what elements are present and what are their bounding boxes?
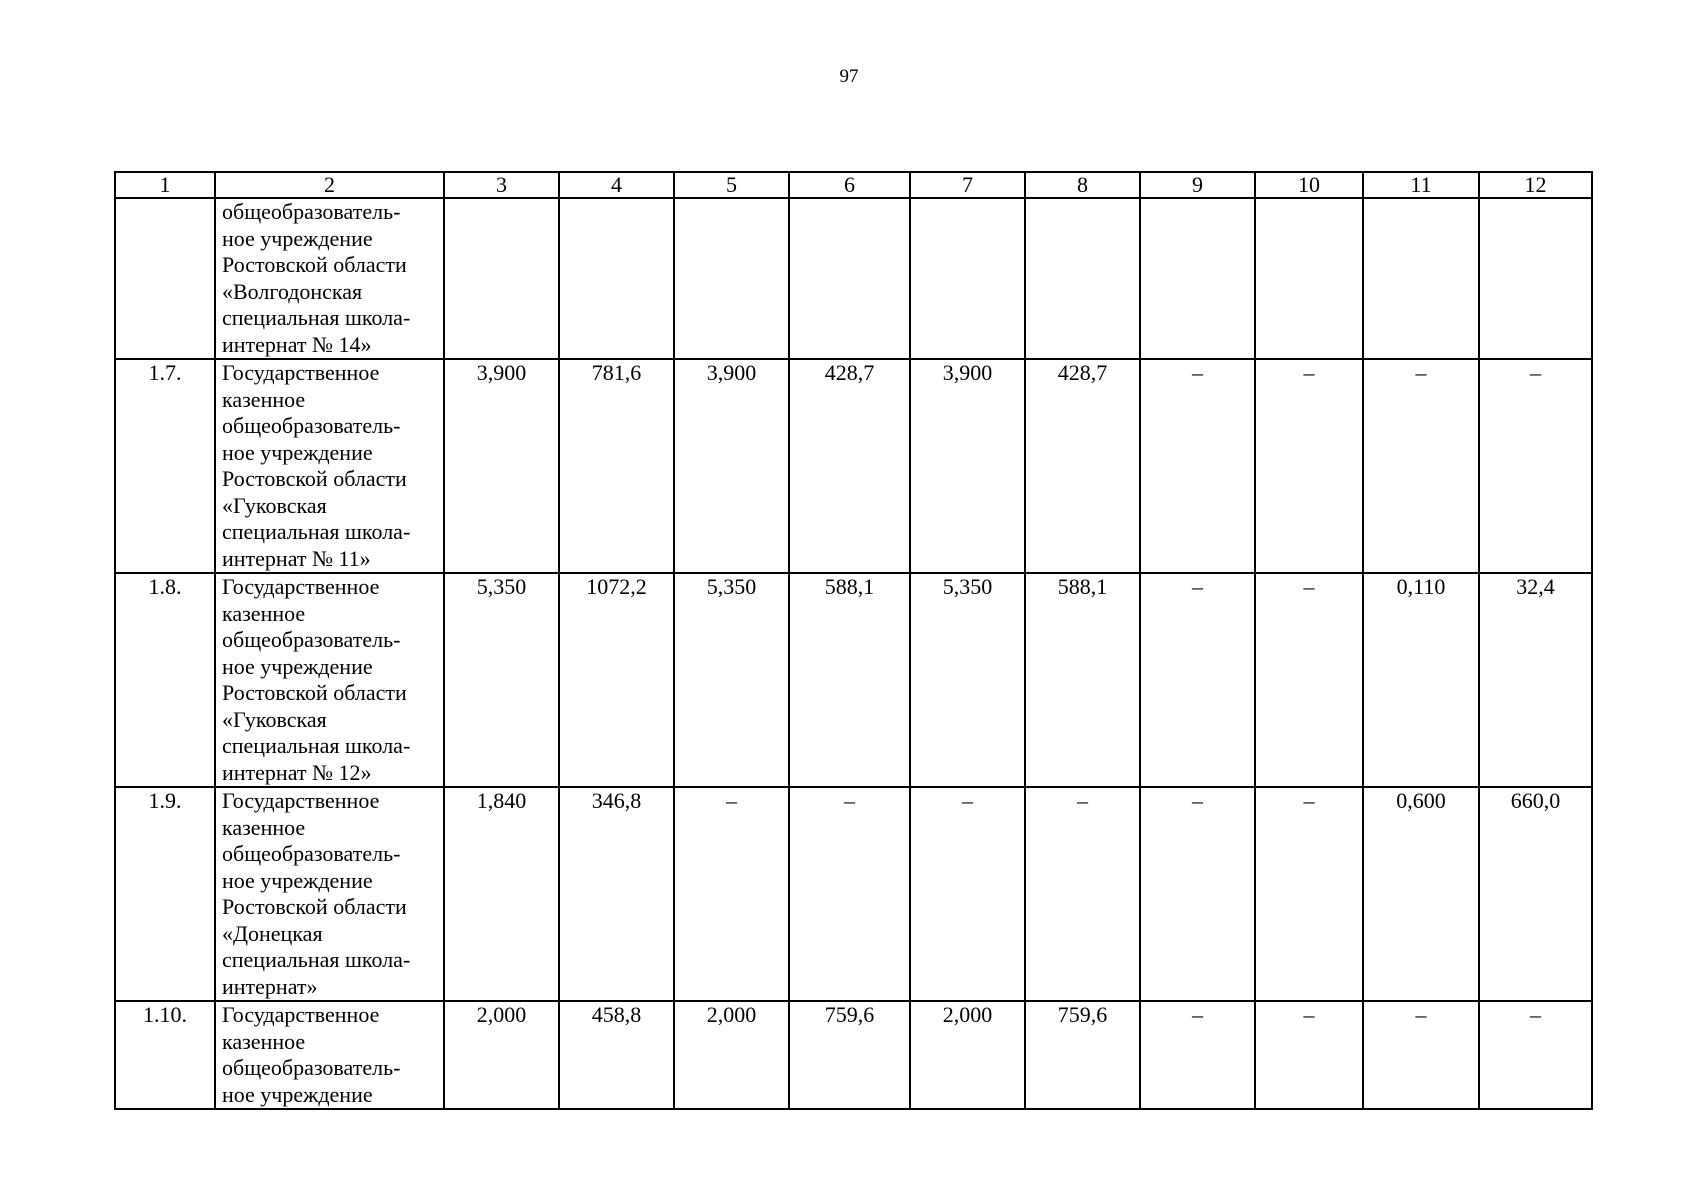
table-body <box>115 198 1592 1109</box>
value-cell-col-3: 5,350 <box>444 573 559 787</box>
value-cell-col-11: – <box>1363 1001 1479 1109</box>
value-cell-col-9: – <box>1140 573 1255 787</box>
value-cell-col-8: 588,1 <box>1025 573 1140 787</box>
column-header-7: 7 <box>910 172 1025 198</box>
value-cell-col-12: 660,0 <box>1479 787 1592 1001</box>
value-cell-col-5: 3,900 <box>674 359 789 573</box>
value-cell-col-11: – <box>1363 359 1479 573</box>
value-cell-col-7: 2,000 <box>910 1001 1025 1109</box>
value-cell-col-11: 0,110 <box>1363 573 1479 787</box>
value-cell-col-8: 759,6 <box>1025 1001 1140 1109</box>
institution-name: Государственное казенное общеобразователь- ное учреждение Ростовской области «Гуковская специальная школа- интернат № 11» <box>215 359 444 573</box>
column-header-10: 10 <box>1255 172 1363 198</box>
value-cell-col-3: 3,900 <box>444 359 559 573</box>
column-header-6: 6 <box>789 172 910 198</box>
value-cell-col-10: – <box>1255 787 1363 1001</box>
value-cell-col-12: – <box>1479 1001 1592 1109</box>
institution-name: Государственное казенное общеобразователь- ное учреждение Ростовской области «Гуковская специальная школа- интернат № 12» <box>215 573 444 787</box>
column-header-8: 8 <box>1025 172 1140 198</box>
header-row <box>115 172 1592 198</box>
value-cell-col-12: – <box>1479 359 1592 573</box>
column-header-5: 5 <box>674 172 789 198</box>
value-cell-col-8: 428,7 <box>1025 359 1140 573</box>
value-cell-col-12: 32,4 <box>1479 573 1592 787</box>
column-header-4: 4 <box>559 172 674 198</box>
value-cell-col-7: 3,900 <box>910 359 1025 573</box>
value-cell-col-7: 5,350 <box>910 573 1025 787</box>
row-number: 1.8. <box>115 573 215 787</box>
institution-name: Государственное казенное общеобразователь- ное учреждение <box>215 1001 444 1109</box>
value-cell-col-10: – <box>1255 1001 1363 1109</box>
value-cell-col-6: 588,1 <box>789 573 910 787</box>
table-row <box>115 573 1592 787</box>
value-cell-col-4: 1072,2 <box>559 573 674 787</box>
value-cell-col-5: – <box>674 787 789 1001</box>
value-cell-col-11 <box>1363 198 1479 359</box>
value-cell-col-6: 759,6 <box>789 1001 910 1109</box>
column-header-3: 3 <box>444 172 559 198</box>
value-cell-col-9 <box>1140 198 1255 359</box>
table-row <box>115 198 1592 359</box>
row-number: 1.9. <box>115 787 215 1001</box>
value-cell-col-3 <box>444 198 559 359</box>
value-cell-col-4: 781,6 <box>559 359 674 573</box>
value-cell-col-8 <box>1025 198 1140 359</box>
table-row <box>115 787 1592 1001</box>
value-cell-col-5 <box>674 198 789 359</box>
value-cell-col-8: – <box>1025 787 1140 1001</box>
value-cell-col-10 <box>1255 198 1363 359</box>
value-cell-col-4: 458,8 <box>559 1001 674 1109</box>
value-cell-col-5: 2,000 <box>674 1001 789 1109</box>
value-cell-col-6 <box>789 198 910 359</box>
value-cell-col-4 <box>559 198 674 359</box>
value-cell-col-9: – <box>1140 1001 1255 1109</box>
row-number: 1.10. <box>115 1001 215 1109</box>
row-number: 1.7. <box>115 359 215 573</box>
value-cell-col-10: – <box>1255 573 1363 787</box>
institution-name: общеобразователь- ное учреждение Ростовской области «Волгодонская специальная школа- интернат № 14» <box>215 198 444 359</box>
value-cell-col-7 <box>910 198 1025 359</box>
value-cell-col-11: 0,600 <box>1363 787 1479 1001</box>
value-cell-col-6: 428,7 <box>789 359 910 573</box>
table-header <box>115 172 1592 198</box>
column-header-11: 11 <box>1363 172 1479 198</box>
institution-name: Государственное казенное общеобразователь- ное учреждение Ростовской области «Донецкая специальная школа- интернат» <box>215 787 444 1001</box>
value-cell-col-3: 1,840 <box>444 787 559 1001</box>
value-cell-col-5: 5,350 <box>674 573 789 787</box>
value-cell-col-12 <box>1479 198 1592 359</box>
table-row <box>115 359 1592 573</box>
row-number <box>115 198 215 359</box>
value-cell-col-9: – <box>1140 787 1255 1001</box>
column-header-12: 12 <box>1479 172 1592 198</box>
data-table <box>114 171 1593 1110</box>
column-header-1: 1 <box>115 172 215 198</box>
value-cell-col-4: 346,8 <box>559 787 674 1001</box>
value-cell-col-10: – <box>1255 359 1363 573</box>
value-cell-col-9: – <box>1140 359 1255 573</box>
value-cell-col-6: – <box>789 787 910 1001</box>
table-row <box>115 1001 1592 1109</box>
value-cell-col-7: – <box>910 787 1025 1001</box>
page-number: 97 <box>839 66 859 87</box>
column-header-2: 2 <box>215 172 444 198</box>
column-header-9: 9 <box>1140 172 1255 198</box>
value-cell-col-3: 2,000 <box>444 1001 559 1109</box>
